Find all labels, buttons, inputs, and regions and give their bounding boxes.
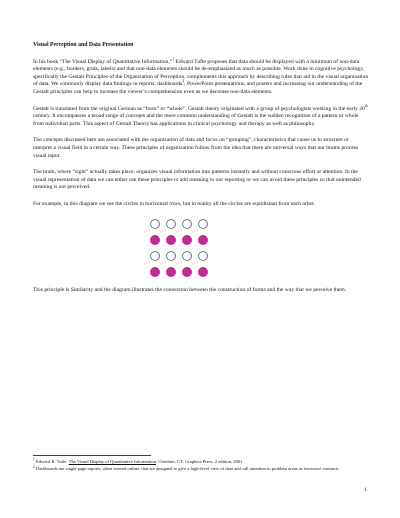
page-number: 1 [364, 487, 367, 493]
document-title: Visual Perception and Data Presentation [33, 42, 134, 48]
open-circle [150, 251, 160, 261]
filled-circle [150, 235, 160, 245]
open-circle [198, 219, 208, 229]
open-circle [182, 219, 192, 229]
paragraph-6: This principle is Similarity and the diagram illustrates the connection between the construction of forms and the way that we perceive them. [33, 286, 347, 293]
paragraph-3: The concepts discussed here are associated with the organization of data and focus on “grouping”, characteristics that cause us to structure or interpret a visual field in a certain way. These principles of organization follow from the idea that there are universal ways that our brains process visual input. [33, 137, 359, 159]
open-circle [198, 251, 208, 261]
filled-circle [198, 267, 208, 277]
footnote-separator [33, 455, 151, 456]
paragraph-4: The brain, where “sight” actually takes place, organizes visual information into patterns instantly and without conscious effort or attention. In the visual representation of data we can either use these principles to add meaning to our reporting or we can avoid these principles so that unintended meaning is not perceived. [33, 169, 361, 191]
footnote-ref-1: 1 [172, 56, 175, 61]
open-circle [166, 219, 176, 229]
filled-circle [198, 235, 208, 245]
footnote-1: $^1$ Edward R. Tufte. The Visual Display of Quantitative Information, Cheshire, CT: Graphics Press; 2 edition, 2001 [33, 457, 243, 464]
footnote-2: $^2$ Dashboards are single page reports, often viewed online, that are designed to give a high-level view of data and call attention to problem areas or excessive variance. [33, 464, 340, 471]
paragraph-5: For example, in this diagram we see the circles in horizontal rows, but in reality all the circles are equidistant from each other. [33, 200, 315, 207]
filled-circle [166, 235, 176, 245]
paragraph-2: Gestalt is translated from the original German as “form” or “whole”. Gestalt theory originated with a group of psychologists working in the early 20th century. It encompasses a broad range of concepts and the more common understanding of Gestalt is the sudden recognition of a pattern or whole from individual parts. This aspect of Gestalt Theory has applications in clinical psychology and therapy as well as philosophy. [33, 103, 368, 127]
open-circle [182, 251, 192, 261]
filled-circle [182, 267, 192, 277]
footnote-ref-2: 2 [182, 79, 185, 84]
filled-circle [166, 267, 176, 277]
footnotes [33, 455, 369, 473]
open-circle [150, 219, 160, 229]
filled-circle [150, 267, 160, 277]
main-content [33, 42, 369, 303]
paragraph-1: In his book “The Visual Display of Quantitative Information,”$^1$ Edward Tufte proposes that data should be displayed with a minimum of non-data elements (e.g., borders, grids, labels) and that non-data elements should be de-emphasized as much as possible. Work done in cognitive psychology, specifically the Gestalt Principles of the Organization of Perception, complements this approach by describing rules that aid in the visual organization of data. We commonly display data findings in reports, dashboards$^2$, PowerPoint presentations, and posters and increasing our understanding of the Gestalt principles can help to increase the viewer’s comprehension even as we decrease non-data elements. [33, 56, 369, 95]
filled-circle [182, 235, 192, 245]
open-circle [166, 251, 176, 261]
ordinal-suffix: th [364, 103, 368, 108]
similarity-diagram [150, 219, 369, 277]
